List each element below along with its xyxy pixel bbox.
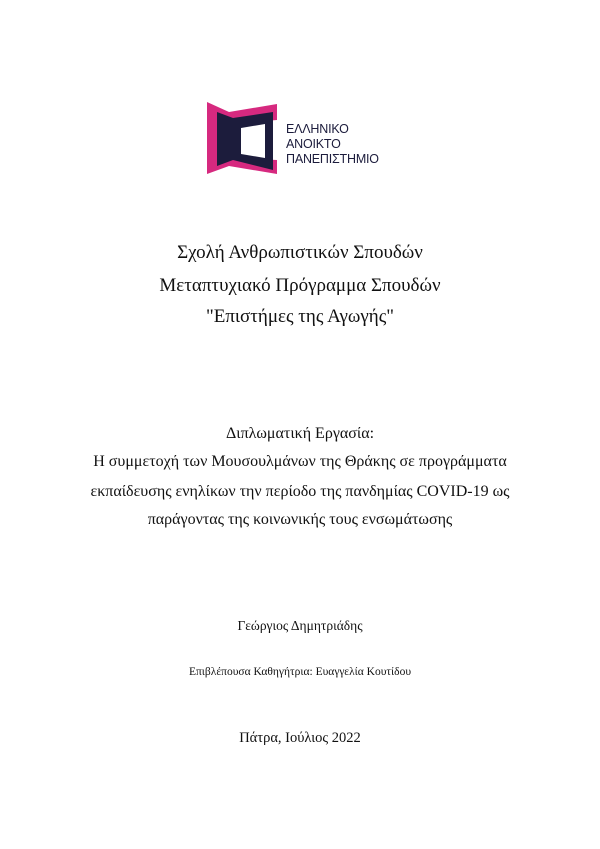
- place-date: Πάτρα, Ιούλιος 2022: [239, 730, 361, 746]
- program-name: "Επιστήμες της Αγωγής": [205, 306, 395, 327]
- university-name: [286, 122, 379, 167]
- thesis-title-line: παράγοντας της κοινωνικής τους ενσωμάτωσης: [147, 511, 453, 528]
- university-logo: [207, 100, 397, 178]
- university-logo-icon: [207, 100, 277, 178]
- university-name-line3: ΠΑΝΕΠΙΣΤΗΜΙΟ: [286, 152, 379, 166]
- university-name-line1: ΕΛΛΗΝΙΚΟ: [286, 122, 349, 136]
- thesis-title-line: εκπαίδευσης ενηλίκων την περίοδο της πανδημίας COVID-19 ως: [90, 483, 510, 500]
- program-title: Μεταπτυχιακό Πρόγραμμα Σπουδών: [159, 275, 441, 296]
- thesis-title-line: Η συμμετοχή των Μουσουλμάνων της Θράκης σε προγράμματα: [93, 453, 507, 470]
- university-name-line2: ΑΝΟΙΚΤΟ: [286, 137, 341, 151]
- author-name: Γεώργιος Δημητριάδης: [237, 618, 363, 633]
- supervisor: Επιβλέπουσα Καθηγήτρια: Ευαγγελία Κουτίδου: [188, 666, 412, 678]
- thesis-label: Διπλωματική Εργασία:: [225, 425, 375, 442]
- school-name: Σχολή Ανθρωπιστικών Σπουδών: [177, 242, 423, 263]
